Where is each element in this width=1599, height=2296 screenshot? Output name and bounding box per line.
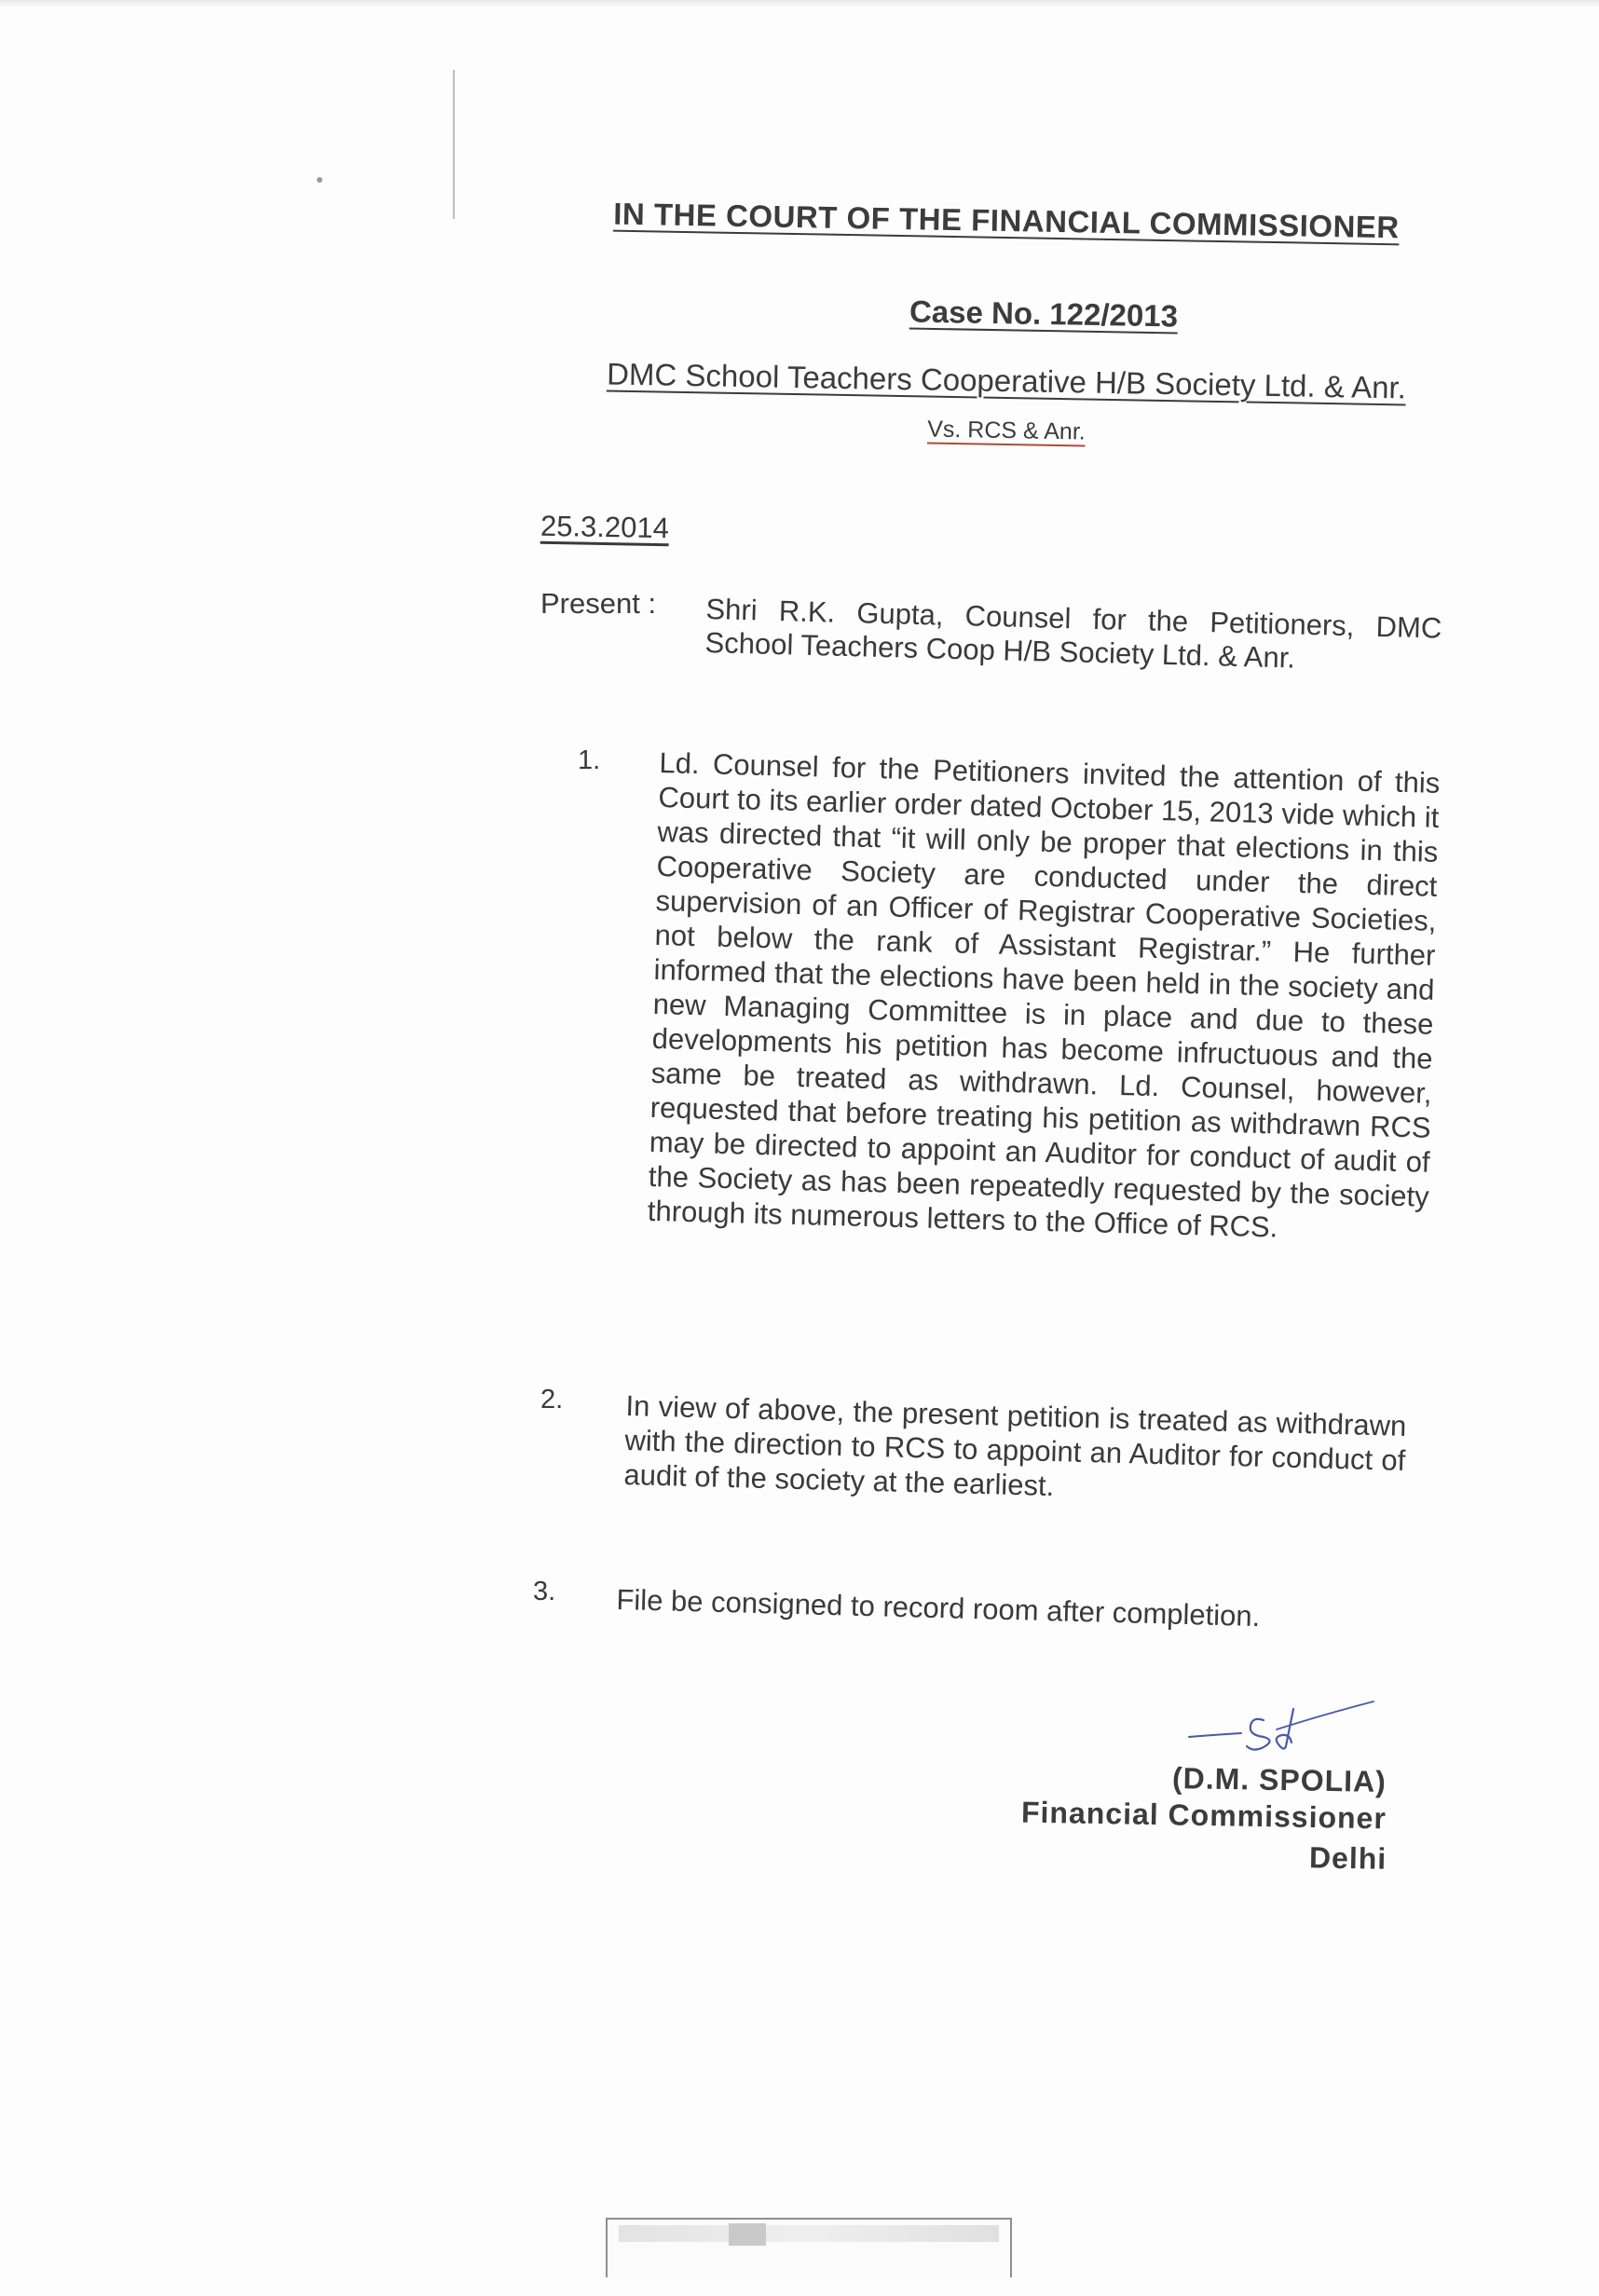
paragraph-number: 1.: [578, 745, 601, 775]
paragraph-text: Ld. Counsel for the Petitioners invited the attention of this Court to its earlier order dated October 15, 2013 vide which it was directed that “it will only be proper that elections in this Cooperative Society are conducted under the direct supervision of an Officer of Registrar Cooperative Societies, not below the rank of Assistant Registrar.” He further informed that the elections have been held in the society and new Managing Committee is in place and due to these developments his petition has become infructuous and the same be treated as withdrawn. Ld. Counsel, however, requested that before treating his petition as withdrawn RCS may be directed to appoint an Auditor for conduct of audit of the Society as has been repeatedly requested by the society through its numerous letters to the Office of RCS.: [647, 745, 1441, 1244]
footer-stamp-strip: [619, 2225, 999, 2242]
order-date: 25.3.2014: [540, 509, 670, 545]
paragraph-text: In view of above, the present petition is treated as withdrawn with the direction to RCS to appoint an Auditor for conduct of audit of the society at the earliest.: [623, 1388, 1407, 1503]
case-versus: Vs. RCS & Anr.: [927, 416, 1086, 445]
court-title: IN THE COURT OF THE FINANCIAL COMMISSIONER: [612, 196, 1401, 245]
paragraph-number: 2.: [540, 1385, 564, 1414]
footer-stamp-mark: [729, 2223, 766, 2246]
signatory-title: Financial Commissioner: [1020, 1795, 1387, 1836]
signatory-place: Delhi: [1308, 1840, 1387, 1876]
signatory-name: (D.M. SPOLIA): [1171, 1760, 1387, 1799]
footer-stamp-box: [606, 2218, 1012, 2277]
paragraph-text: File be consigned to record room after completion.: [616, 1582, 1261, 1633]
present-text: Shri R.K. Gupta, Counsel for the Petitioners, DMC School Teachers Coop H/B Society Ltd. & Anr.: [704, 593, 1442, 675]
paragraph-number: 3.: [533, 1577, 556, 1606]
scan-top-edge: [0, 0, 1599, 7]
present-label: Present :: [540, 587, 657, 620]
case-number: Case No. 122/2013: [909, 294, 1179, 334]
case-parties: DMC School Teachers Cooperative H/B Society Ltd. & Anr.: [606, 356, 1407, 405]
scan-margin-mark: [453, 70, 455, 219]
handwritten-signature: [1183, 1688, 1379, 1754]
punch-hole-mark: [317, 177, 322, 183]
